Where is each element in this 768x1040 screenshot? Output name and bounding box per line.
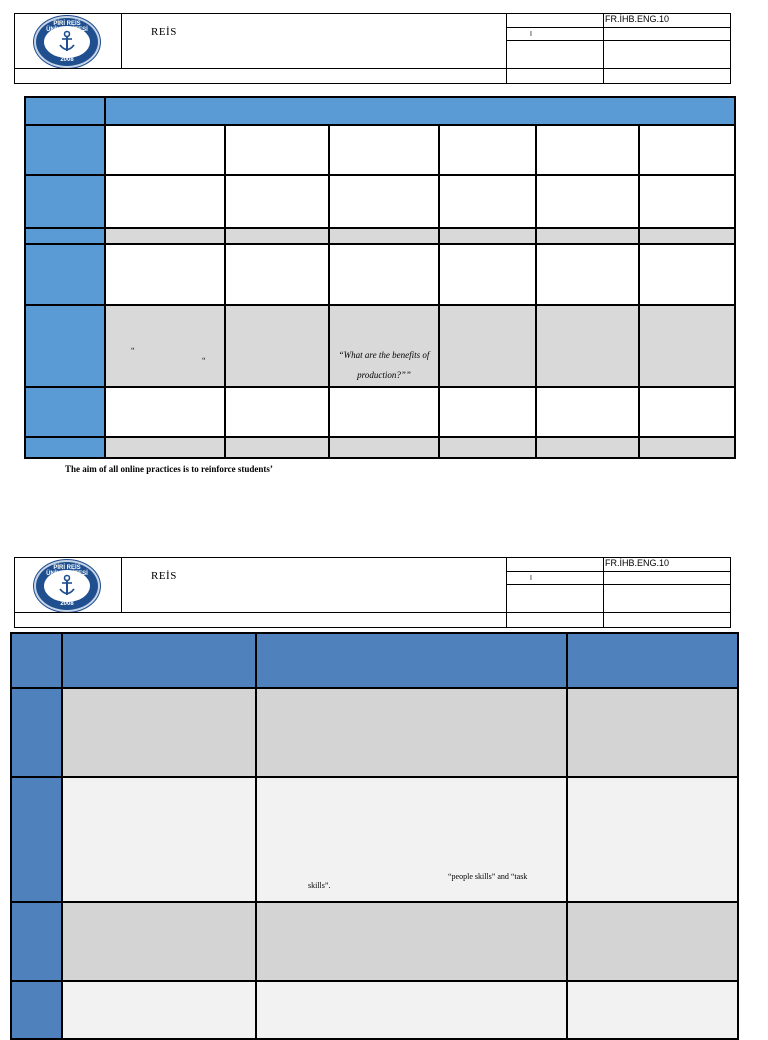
table2-cell bbox=[255, 901, 568, 982]
table1-row-label bbox=[24, 243, 106, 306]
table1-cell bbox=[638, 304, 736, 388]
table2-cell bbox=[61, 980, 257, 1040]
table2-cell bbox=[566, 687, 739, 778]
university-name: REİS bbox=[151, 570, 177, 582]
seal-top-text: PİRİ REİS ÜNİVERSİTESİ bbox=[46, 21, 88, 33]
table2-header-cell bbox=[255, 632, 568, 689]
quote-mark-close: “ bbox=[202, 356, 206, 365]
table2-cell bbox=[255, 980, 568, 1040]
table2-cell bbox=[61, 776, 257, 903]
table1-cell bbox=[104, 436, 226, 459]
table1-cell bbox=[104, 174, 226, 229]
form-code: FR.İHB.ENG.10 bbox=[605, 558, 670, 568]
table2-header-cell bbox=[61, 632, 257, 689]
header-footer-cell bbox=[506, 68, 604, 84]
header-meta-cell bbox=[506, 584, 604, 613]
table1-cell bbox=[438, 436, 537, 459]
table2-cell bbox=[255, 776, 568, 903]
table2-row-label bbox=[10, 687, 63, 778]
header-meta-cell bbox=[506, 40, 604, 69]
table1-corner-cell bbox=[24, 96, 106, 126]
table1-row-label bbox=[24, 304, 106, 388]
table2-cell bbox=[61, 687, 257, 778]
table1-cell bbox=[224, 124, 330, 176]
table1-cell bbox=[638, 436, 736, 459]
university-name: REİS bbox=[151, 26, 177, 38]
online-practice-note: The aim of all online practices is to reinforce students’ bbox=[65, 464, 273, 474]
table2-header-cell bbox=[566, 632, 739, 689]
table1-cell bbox=[535, 436, 640, 459]
table1-cell bbox=[438, 304, 537, 388]
table1-cell bbox=[104, 304, 226, 388]
table1-cell bbox=[438, 243, 537, 306]
table2-cell bbox=[566, 901, 739, 982]
form-code: FR.İHB.ENG.10 bbox=[605, 14, 670, 24]
table1-cell bbox=[328, 436, 440, 459]
table1-cell bbox=[224, 243, 330, 306]
table1-cell bbox=[438, 124, 537, 176]
table1-row-label bbox=[24, 386, 106, 438]
seal-top-text: PİRİ REİS ÜNİVERSİTESİ bbox=[46, 565, 88, 577]
table2-corner-cell bbox=[10, 632, 63, 689]
table2-cell bbox=[566, 776, 739, 903]
header-meta-cell bbox=[603, 584, 731, 613]
anchor-icon bbox=[57, 30, 77, 54]
header-meta-cell bbox=[506, 27, 604, 41]
table1-cell bbox=[224, 386, 330, 438]
table1-cell bbox=[104, 124, 226, 176]
table2-cell bbox=[61, 901, 257, 982]
header-meta-cell bbox=[506, 571, 604, 585]
table2-cell bbox=[255, 687, 568, 778]
table1-cell bbox=[535, 124, 640, 176]
university-seal-icon bbox=[34, 16, 100, 68]
benefits-question: “What are the benefits of production?”” bbox=[338, 350, 430, 380]
table2-cell bbox=[566, 980, 739, 1040]
table1-cell bbox=[638, 243, 736, 306]
table1-cell bbox=[104, 243, 226, 306]
table1-cell bbox=[535, 304, 640, 388]
table1-cell bbox=[328, 386, 440, 438]
header-meta-cell bbox=[506, 557, 604, 572]
table2-row-label bbox=[10, 980, 63, 1040]
table2-row-label bbox=[10, 776, 63, 903]
table1-row-label bbox=[24, 124, 106, 176]
table1-cell bbox=[535, 243, 640, 306]
table1-cell bbox=[328, 174, 440, 229]
table1-cell bbox=[638, 124, 736, 176]
seal-year: 2008 bbox=[60, 601, 74, 607]
header-meta-cell bbox=[603, 571, 731, 585]
table1-cell bbox=[328, 243, 440, 306]
table2-row-label bbox=[10, 901, 63, 982]
header-meta-cell bbox=[603, 40, 731, 69]
header-meta-cell bbox=[603, 27, 731, 41]
header-title-cell bbox=[121, 557, 507, 613]
skills-quote: “people skills” and “task bbox=[448, 872, 528, 881]
table1-header-cell bbox=[104, 96, 736, 126]
university-seal-icon bbox=[34, 560, 100, 612]
table1-row-label bbox=[24, 436, 106, 459]
header-footer-cell bbox=[603, 68, 731, 84]
table1-cell bbox=[104, 386, 226, 438]
header-footer-cell bbox=[603, 612, 731, 628]
tick-mark: I bbox=[530, 31, 532, 38]
header-meta-cell bbox=[506, 13, 604, 28]
header-footer-cell bbox=[506, 612, 604, 628]
table1-row-label bbox=[24, 174, 106, 229]
table1-cell bbox=[224, 436, 330, 459]
table1-cell bbox=[638, 386, 736, 438]
table1-cell bbox=[328, 124, 440, 176]
table1-cell bbox=[438, 174, 537, 229]
seal-year: 2008 bbox=[60, 57, 74, 63]
quote-mark-open: “ bbox=[131, 346, 135, 355]
header-footer-cell bbox=[14, 68, 507, 84]
table1-cell bbox=[438, 386, 537, 438]
table1-cell bbox=[535, 386, 640, 438]
table1-cell bbox=[535, 174, 640, 229]
tick-mark: I bbox=[530, 575, 532, 582]
header-title-cell bbox=[121, 13, 507, 69]
skills-quote-end: skills”. bbox=[308, 881, 331, 890]
table1-cell bbox=[224, 174, 330, 229]
header-footer-cell bbox=[14, 612, 507, 628]
anchor-icon bbox=[57, 574, 77, 598]
table1-cell bbox=[638, 174, 736, 229]
table1-cell bbox=[224, 304, 330, 388]
